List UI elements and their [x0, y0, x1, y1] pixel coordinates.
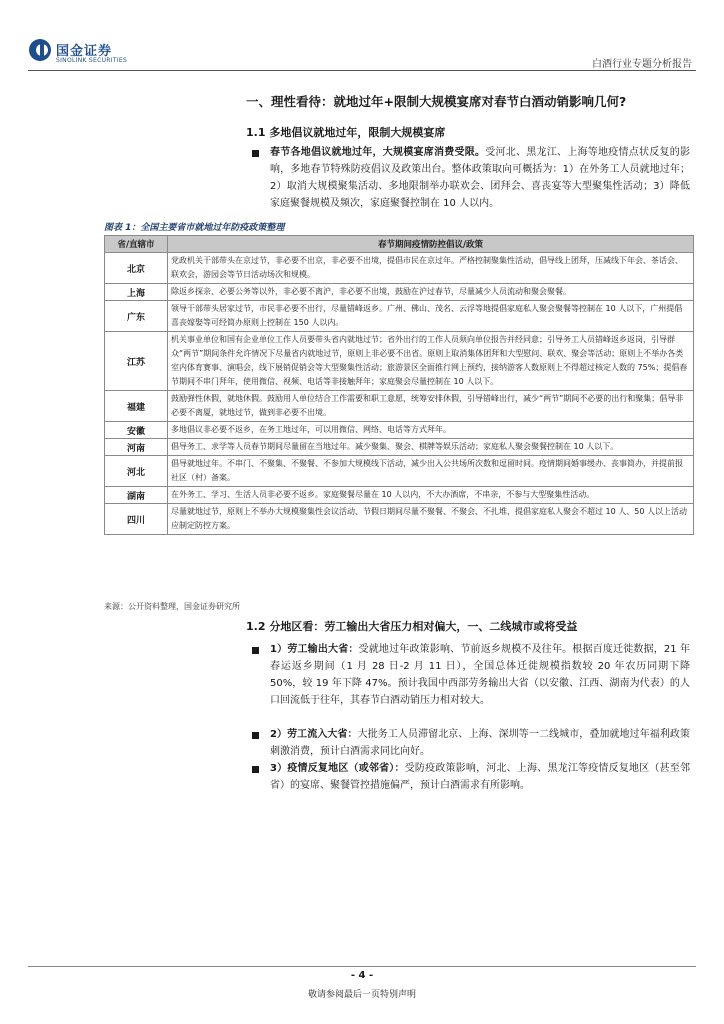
bullet-lead: 2）劳工流入大省： [270, 729, 358, 740]
region-cell: 江苏 [105, 332, 168, 391]
table-row [105, 332, 694, 391]
table-row [105, 504, 694, 535]
col-header-policy: 春节期间疫情防控倡议/政策 [168, 236, 694, 253]
section-1-2-bullet-1 [270, 641, 690, 709]
bullet-square-icon [252, 766, 259, 773]
region-cell: 北京 [105, 253, 168, 284]
brand-name-en: SINOLINK SECURITIES [56, 57, 128, 64]
table-row [105, 253, 694, 284]
region-cell: 广东 [105, 301, 168, 332]
region-cell: 上海 [105, 284, 168, 301]
region-cell: 福建 [105, 391, 168, 422]
policy-table [104, 235, 694, 535]
section-1-1-paragraph [270, 144, 690, 212]
bullet-lead: 1）劳工输出大省： [270, 644, 359, 655]
policy-cell: 多地倡议非必要不返乡，在务工地过年，可以用微信、网络、电话等方式拜年。 [168, 422, 694, 439]
region-cell: 四川 [105, 504, 168, 535]
bullet-square-icon [252, 647, 259, 654]
table-row [105, 422, 694, 439]
policy-cell: 在外务工、学习、生活人员非必要不返乡。家庭聚餐尽量在 10 人以内，不大办酒席，不串亲，不参与大型聚集性活动。 [168, 487, 694, 504]
policy-cell: 鼓励弹性休假，就地休假。鼓励用人单位结合工作需要和职工意愿，统筹安排休假，引导错峰出行，减少“两节”期间不必要的出行和聚集；倡导非必要不离厦，就地过节，做到非必要不出境。 [168, 391, 694, 422]
bullet-body: 大批务工人员滞留北京、上海、深圳等一二线城市，叠加就地过年福利政策刺激消费，预计白酒需求同比向好。 [270, 729, 690, 757]
footer-disclaimer: 敬请参阅最后一页特别声明 [307, 990, 416, 1000]
section-1-title: 一、理性看待：就地过年+限制大规模宴席对春节白酒动销影响几何? [246, 94, 627, 109]
col-header-region: 省/直辖市 [105, 236, 168, 253]
sinolink-logo-icon [28, 38, 52, 62]
section-1-2-title: 1.2 分地区看：劳工输出大省压力相对偏大，一、二线城市或将受益 [246, 620, 578, 633]
policy-cell: 尽量就地过节，原则上不举办大规模聚集性会议活动、节假日期间尽量不聚餐、不聚会、不扎堆，提倡家庭私人聚会不超过 10 人、50 人以上活动应制定防控方案。 [168, 504, 694, 535]
policy-cell: 除返乡探亲、必要公务等以外，非必要不离沪，非必要不出境，鼓励在沪过春节，尽量减少人员流动和聚会聚餐。 [168, 284, 694, 301]
bullet-square-icon [252, 150, 259, 157]
table-row [105, 456, 694, 487]
policy-cell: 倡导就地过年。不串门、不聚集、不聚餐、不参加大规模线下活动，减少出入公共场所次数和逗留时间。疫情期间婚事缓办、丧事简办，并提前报社区（村）备案。 [168, 456, 694, 487]
policy-cell: 机关事业单位和国有企业单位工作人员要带头省内就地过节；省外出行的工作人员须向单位报告并经同意；引导务工人员错峰返乡返岗，引导群众“两节”期间条件允许情况下尽量省内就地过节，原则上非必要不出省。原则上取消集体团拜和大型慰问、联欢、聚会等活动；原则上不举办各类室内体育赛事、演唱会，线下展销促销会等大型聚集性活动；旅游景区全面推行网上预约，接纳游客人数原则上不得超过核定人数的 75%；提倡春节期间不串门拜年，使用微信、视频、电话等非接触拜年；家庭聚会尽量控制在 10 人以下。 [168, 332, 694, 391]
table-row [105, 301, 694, 332]
table-row [105, 391, 694, 422]
bullet-square-icon [252, 732, 259, 739]
section-1-2-bullet-3 [270, 760, 690, 794]
footer-divider [28, 966, 696, 967]
policy-cell: 党政机关干部带头在京过节，非必要不出京，非必要不出境，提倡市民在京过年。严格控制聚集性活动，倡导线上团拜，压减线下年会、茶话会、联欢会，游园会等节日活动场次和规模。 [168, 253, 694, 284]
region-cell: 安徽 [105, 422, 168, 439]
paragraph-body: 受河北、黑龙江、上海等地疫情点状反复的影响，多地春节特殊防疫倡议及政策出台。整体政策取向可概括为：1）在外务工人员就地过年；2）取消大规模聚集活动、多地限制举办联欢会、团拜会、喜丧宴等大型聚集性活动；3）降低家庭聚餐规模及频次，家庭聚餐控制在 10 人以内。 [270, 147, 690, 209]
report-name: 白酒行业专题分析报告 [592, 59, 692, 70]
table-row [105, 487, 694, 504]
region-cell: 河北 [105, 456, 168, 487]
policy-cell: 倡导务工、求学等人员春节期间尽量留在当地过年。减少聚集、聚会、棋牌等娱乐活动；家庭私人聚会聚餐控制在 10 人以下。 [168, 439, 694, 456]
paragraph-lead: 春节各地倡议就地过年，大规模宴席消费受限。 [270, 147, 486, 158]
figure-1-title: 图表 1：全国主要省市就地过年防疫政策整理 [104, 223, 285, 233]
page-number: - 4 - [350, 970, 374, 981]
bullet-body: 受防疫政策影响，河北、上海、黑龙江等疫情反复地区（甚至邻省）的宴席、聚餐管控措施偏严，预计白酒需求有所影响。 [270, 763, 690, 791]
policy-cell: 领导干部带头居家过节，市民非必要不出行，尽量错峰返乡。广州、佛山、茂名、云浮等地提倡家庭私人聚会聚餐等控制在 10 人以下，广州提倡喜丧嫁娶等可经简办原则上控制在 150 人以内。 [168, 301, 694, 332]
brand-name-cn: 国金证券 [56, 44, 113, 59]
bullet-lead: 3）疫情反复地区（或邻省）： [270, 763, 405, 774]
bullet-body: 受就地过年政策影响、节前返乡规模不及往年。根据百度迁徙数据，21 年春运返乡期间（1 月 28 日-2 月 11 日），全国总体迁徙规模指数较 20 年农历同期下降 50%，较 19 年下降 47%。预计我国中西部劳务输出大省（以安徽、江西、湖南为代表）的人口回流低于往年，其春节白酒动销压力相对较大。 [270, 644, 690, 706]
table-row [105, 439, 694, 456]
region-cell: 河南 [105, 439, 168, 456]
header-divider [28, 70, 696, 71]
region-cell: 湖南 [105, 487, 168, 504]
section-1-2-bullet-2 [270, 726, 690, 760]
section-1-1-title: 1.1 多地倡议就地过年，限制大规模宴席 [246, 126, 446, 139]
table-header-row [105, 236, 694, 253]
figure-1-source: 来源：公开资料整理，国金证券研究所 [104, 602, 240, 611]
table-row [105, 284, 694, 301]
